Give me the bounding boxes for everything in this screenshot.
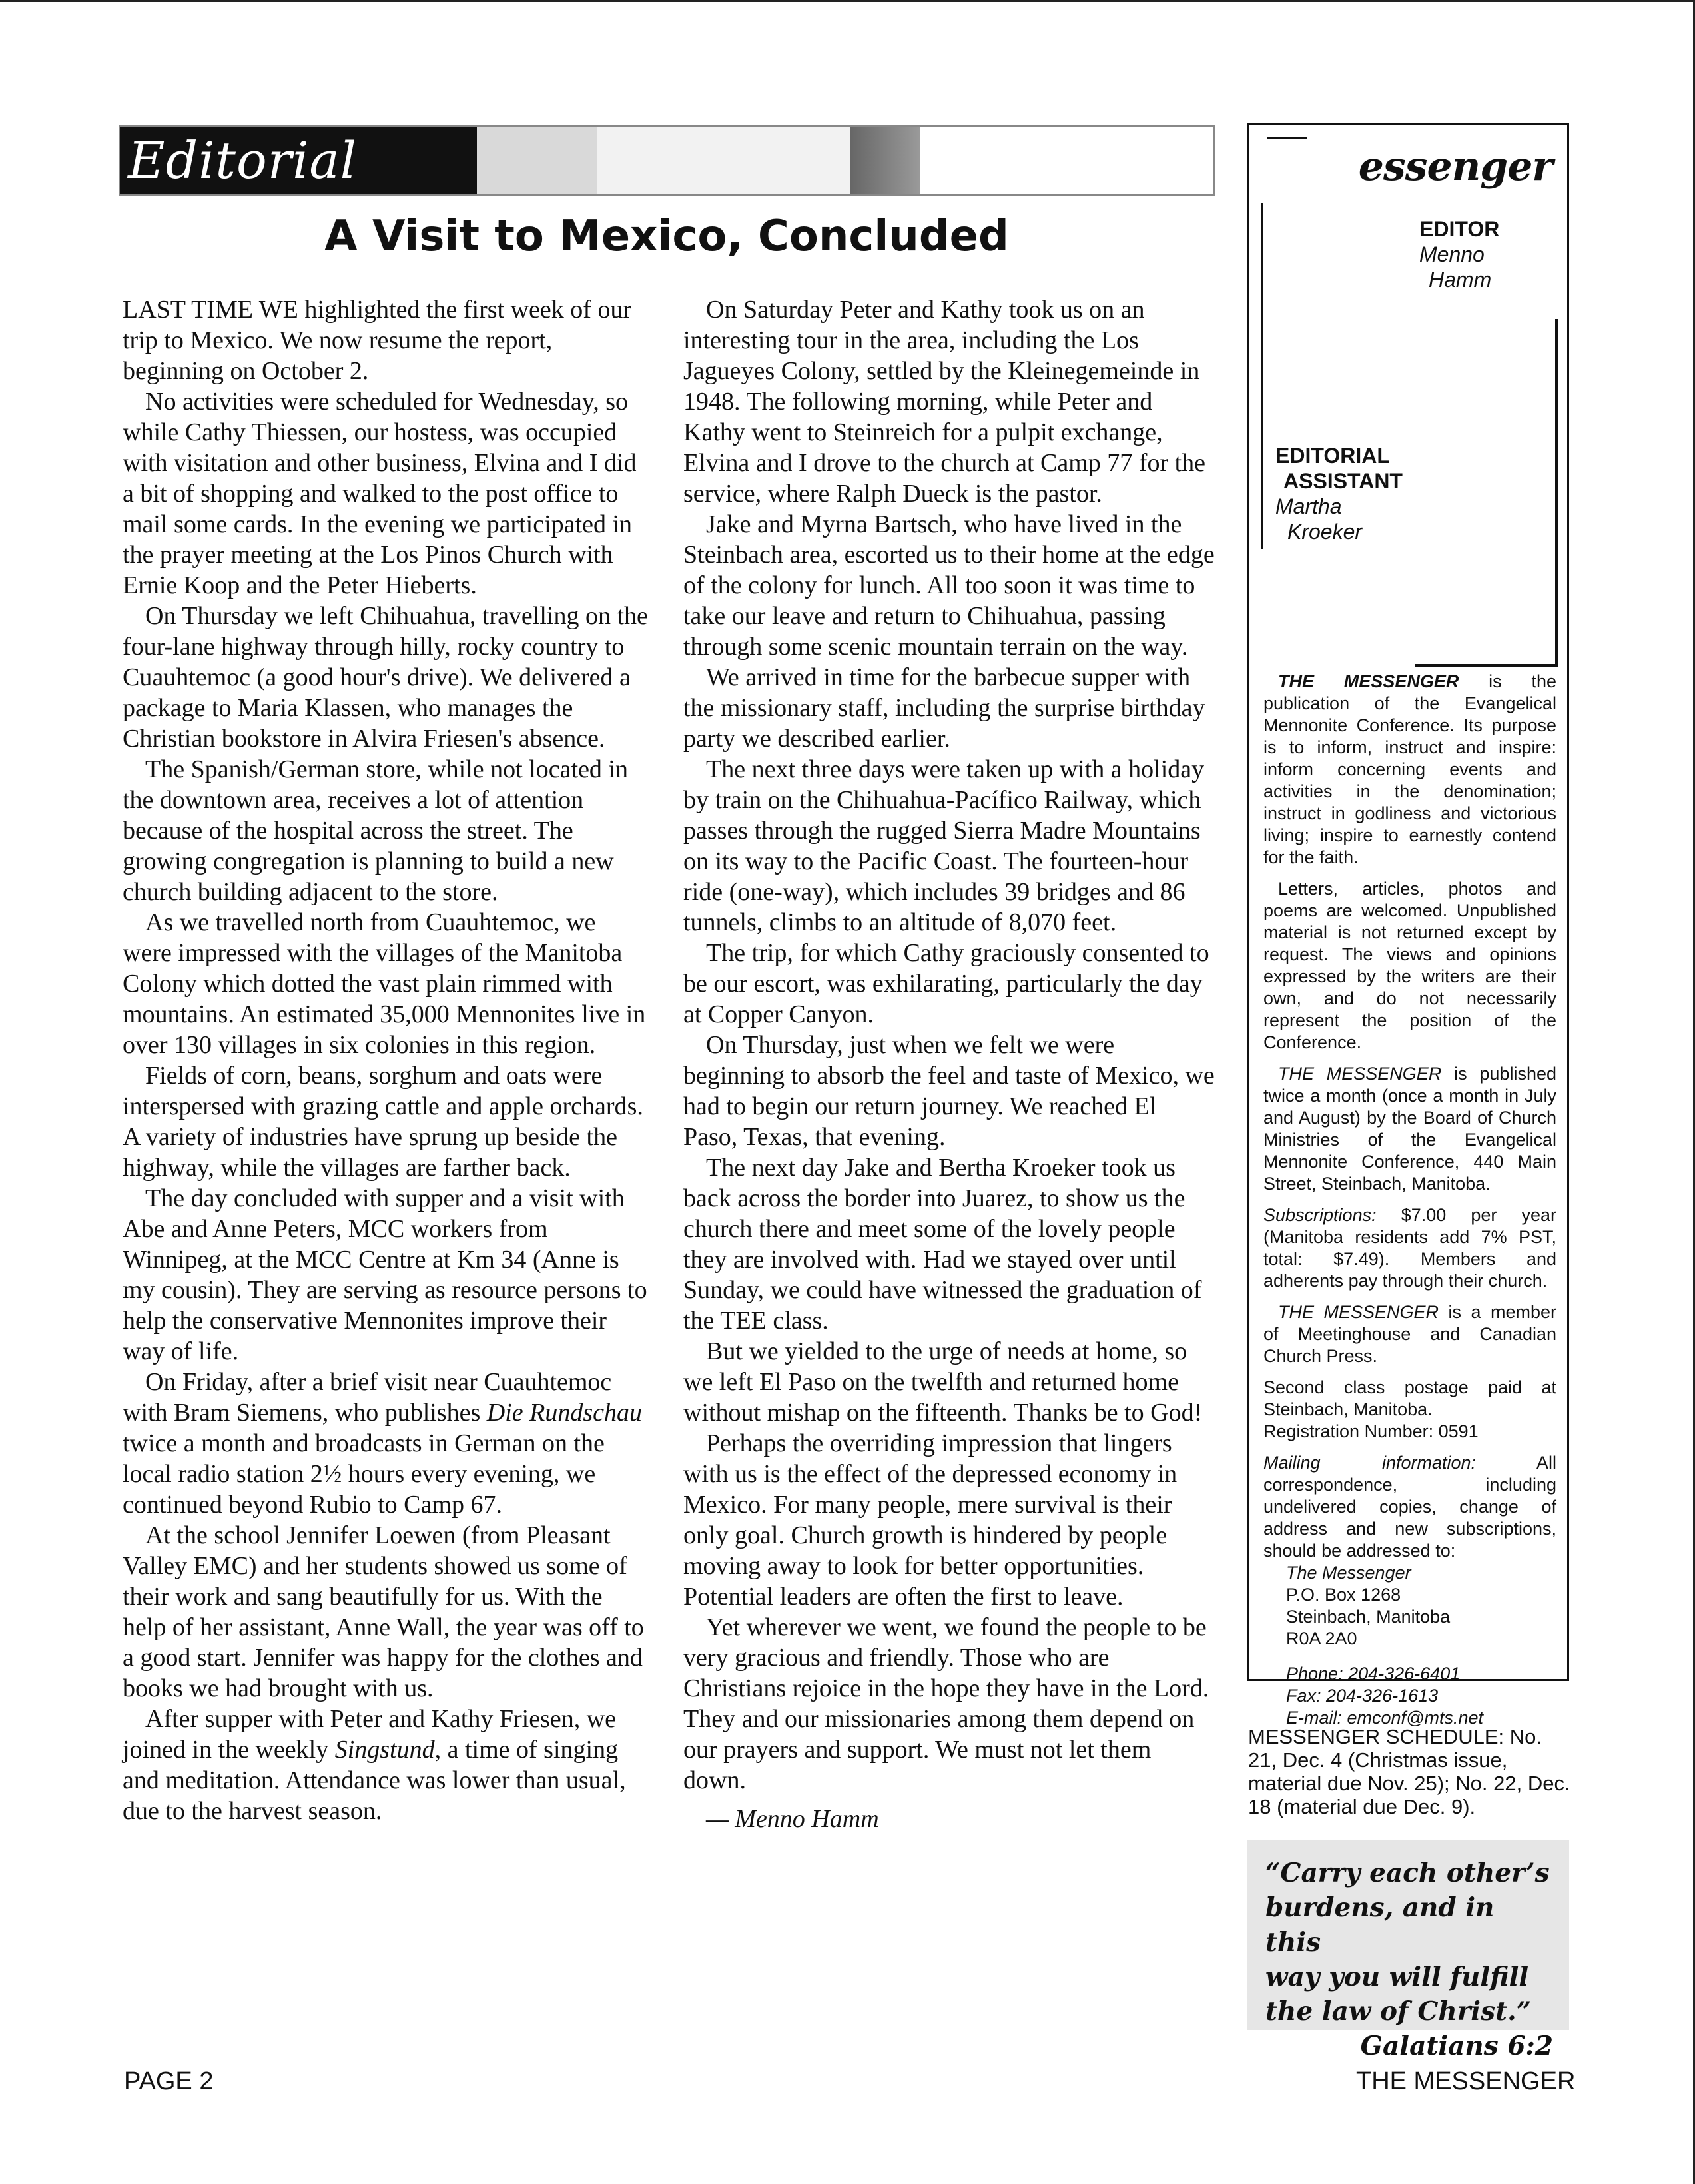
postage-paragraph [1263, 1377, 1556, 1443]
editor-first-name: Menno [1419, 242, 1485, 266]
publication-name: THE MESSENGER [1278, 1064, 1442, 1084]
paragraph: As we travelled north from Cuauhtemoc, we were impressed with the villages of the Manitoba Colony which dotted the vast plain rimmed with mountains. An estimated 35,000 Mennonites live in over 130 villages in six colonies in this region. [123, 909, 646, 1059]
paragraph: The day concluded with supper and a visit with Abe and Anne Peters, MCC workers from Winnipeg, at the MCC Centre at Km 34 (Anne is my cousin). They are serving as resource persons to help the conservative Mennonites improve their way of life. [123, 1184, 647, 1365]
paragraph: On Thursday, just when we felt we were beginning to absorb the feel and taste of Mexico, we had to begin our return journey. We reached El Paso, Texas, that evening. [683, 1031, 1215, 1151]
paragraph [123, 1704, 649, 1826]
subscriptions-label: Subscriptions: [1263, 1205, 1377, 1225]
masthead-logo: essenger [1358, 143, 1552, 190]
text-run: is a member of Meetinghouse and Canadian Church Press. [1263, 1302, 1556, 1366]
paragraph: No activities were scheduled for Wednesday, so while Cathy Thiessen, our hostess, was occupied with visitation and other business, Elvina and I did a bit of shopping and walked to the post office to mail some cards. In the evening we participated in the prayer meeting at the Los Pinos Church with Ernie Koop and the Peter Hieberts. [123, 388, 637, 599]
phone-line: Phone: 204-326-6401 [1286, 1664, 1461, 1684]
paragraph: But we yielded to the urge of needs at home, so we left El Paso on the twelfth and returned home without mishap on the fifteenth. Thanks be to God! [683, 1337, 1203, 1427]
banner-dark-block [850, 127, 920, 194]
assistant-credit [1275, 443, 1403, 544]
paragraph: Fields of corn, beans, sorghum and oats were interspersed with grazing cattle and apple orchards. A variety of industries have sprung up beside the highway, while the villages are farther back. [123, 1062, 643, 1182]
article-column-left [123, 294, 649, 1826]
scripture-quote-box [1247, 1840, 1569, 2061]
assistant-role-line2: ASSISTANT [1283, 469, 1403, 493]
paragraph [123, 1367, 649, 1520]
paragraph: We arrived in time for the barbecue supper with the missionary staff, including the surprise birthday party we described earlier. [683, 663, 1205, 753]
paragraph: LAST TIME WE highlighted the first week of our trip to Mexico. We now resume the report, beginning on October 2. [123, 296, 632, 385]
published-paragraph [1263, 1063, 1556, 1195]
editor-role: EDITOR [1419, 217, 1500, 241]
text-run: , a time of singing and meditation. Attendance was lower than usual, due to the harvest season. [123, 1736, 626, 1825]
publication-title: Die Rundschau [486, 1399, 642, 1427]
paragraph: The trip, for which Cathy graciously consented to be our escort, was exhilarating, particularly the day at Copper Canyon. [683, 939, 1209, 1028]
publication-name: THE MESSENGER [1278, 1302, 1439, 1322]
page-number: PAGE 2 [124, 2067, 214, 2095]
paragraph: On Saturday Peter and Kathy took us on an interesting tour in the area, including the Los Jagueyes Colony, settled by the Kleinegemeinde in 1948. The following morning, while Peter and Kathy went to Steinreich for a pulpit exchange, Elvina and I drove to the church at Camp 77 for the service, where Ralph Dueck is the pastor. [683, 296, 1206, 508]
fax-line: Fax: 204-326-1613 [1286, 1686, 1439, 1706]
assistant-role-line1: EDITORIAL [1275, 444, 1390, 468]
address-line: R0A 2A0 [1286, 1629, 1357, 1648]
quote-line: burdens, and in this [1265, 1892, 1495, 1958]
assistant-first-name: Martha [1275, 494, 1342, 518]
text-run: After supper with Peter and Kathy Friesen, we joined in the weekly [123, 1705, 617, 1764]
quote-line: “Carry each other’s [1265, 1858, 1550, 1888]
article-headline: A Visit to Mexico, Concluded [324, 212, 1009, 261]
author-signature: — Menno Hamm [706, 1805, 879, 1833]
mailing-paragraph [1263, 1452, 1556, 1562]
banner-light-block [597, 127, 850, 194]
masthead-box [1247, 123, 1569, 1728]
publication-name: THE MESSENGER [1278, 671, 1459, 691]
address-line: Steinbach, Manitoba [1286, 1607, 1451, 1627]
paragraph: Yet wherever we went, we found the people to be very gracious and friendly. Those who are Christians rejoice in the hope they have in the Lord. They and our missionaries among them depend on our prayers and support. We must not let them down. [683, 1613, 1209, 1794]
text-run: $7.00 per year (Manitoba residents add 7% PST, total: $7.49). Members and adherents pay through their church. [1263, 1205, 1556, 1291]
scripture-quote [1265, 1856, 1558, 2063]
paragraph: The next day Jake and Bertha Kroeker took us back across the border into Juarez, to show us the church there and meet some of the lovely people they are involved with. Had we stayed over until Sunday, we could have witnessed the graduation of the TEE class. [683, 1154, 1202, 1335]
banner-gray-block [477, 127, 597, 194]
purpose-paragraph [1263, 671, 1556, 869]
postage-line: Second class postage paid at Steinbach, Manitoba. [1263, 1377, 1556, 1419]
scripture-reference: Galatians 6:2 [1360, 2031, 1553, 2061]
paragraph: The Spanish/German store, while not located in the downtown area, receives a lot of attention because of the hospital across the street. The growing congregation is planning to build a new church building adjacent to the store. [123, 755, 628, 906]
editor-last-name: Hamm [1429, 268, 1492, 292]
masthead-rule-right [1555, 319, 1558, 665]
event-name: Singstund [334, 1736, 435, 1764]
paragraph: On Thursday we left Chihuahua, travelling on the four-lane highway through hilly, rocky country to Cuauhtemoc (a good hour's drive). We delivered a package to Maria Klassen, who manages the Christian bookstore in Alvira Friesen's absence. [123, 602, 648, 753]
address-line: P.O. Box 1268 [1286, 1585, 1401, 1605]
paragraph: Jake and Myrna Bartsch, who have lived in the Steinbach area, escorted us to their home at the edge of the colony for lunch. All too soon it was time to take our leave and return to Chihuahua, passing through some scenic mountain terrain on the way. [683, 510, 1215, 661]
text-run: On Friday, after a brief visit near Cuauhtemoc with Bram Siemens, who publishes [123, 1368, 612, 1427]
email-line: E-mail: emconf@mts.net [1286, 1708, 1483, 1728]
section-banner [119, 125, 1215, 196]
registration-line: Registration Number: 0591 [1263, 1421, 1479, 1441]
letters-paragraph: Letters, articles, photos and poems are welcomed. Unpublished material is not returned except by request. The views and opinions expressed by the writers are their own, and do not necessarily represent the position of the Conference. [1263, 879, 1556, 1052]
editor-credit [1419, 216, 1499, 292]
text-run: is published twice a month (once a month in July and August) by the Board of Church Ministries of the Evangelical Mennonite Conference, 440 Main Street, Steinbach, Manitoba. [1263, 1064, 1556, 1194]
paragraph: At the school Jennifer Loewen (from Pleasant Valley EMC) and her students showed us some of their work and sang beautifully for us. With the help of her assistant, Anne Wall, the year was off to a good start. Jennifer was happy for the clothes and books we had brought with us. [123, 1521, 644, 1702]
paragraph: Perhaps the overriding impression that lingers with us is the effect of the depressed economy in Mexico. For many people, mere survival is their only goal. Church growth is hindered by people moving away to look for better opportunities. Potential leaders are often the first to leave. [683, 1429, 1178, 1611]
quote-line: way you will fulfill [1265, 1962, 1529, 1992]
address-line: The Messenger [1286, 1563, 1411, 1583]
logo-mark [1267, 137, 1307, 139]
text-run: twice a month and broadcasts in German on the local radio station 2½ hours every evening, we continued beyond Rubio to Camp 67. [123, 1429, 605, 1519]
article-column-middle [683, 294, 1216, 1834]
text-run: is the publication of the Evangelical Mennonite Conference. Its purpose is to inform, instruct and inspire: inform concerning events and activities in the denomination; instruct in godliness and victorious living; inspire to earnestly contend for the faith. [1263, 671, 1556, 867]
section-label: Editorial [128, 131, 357, 190]
publication-footer: THE MESSENGER [1356, 2067, 1576, 2095]
quote-line: the law of Christ.” [1265, 1996, 1532, 2027]
paragraph: The next three days were taken up with a holiday by train on the Chihuahua-Pacífico Railway, which passes through the rugged Sierra Madre Mountains on its way to the Pacific Coast. The fourteen-hour ride (one-way), which includes 39 bridges and 86 tunnels, climbs to an altitude of 8,070 feet. [683, 755, 1205, 936]
masthead-body [1263, 671, 1556, 1729]
text-run: All correspondence, including undelivered copies, change of address and new subscriptions, should be addressed to: [1263, 1453, 1556, 1561]
subscriptions-paragraph [1263, 1204, 1556, 1292]
masthead-rule-left [1261, 203, 1263, 549]
messenger-schedule: MESSENGER SCHEDULE: No. 21, Dec. 4 (Christmas issue, material due Nov. 25); No. 22, Dec. 18 (material due Dec. 9). [1248, 1725, 1570, 1818]
section-label-box [120, 127, 480, 194]
masthead-rule-bottom [1415, 664, 1558, 667]
assistant-last-name: Kroeker [1287, 520, 1363, 544]
member-paragraph [1263, 1301, 1556, 1367]
mailing-label: Mailing information: [1263, 1453, 1477, 1473]
